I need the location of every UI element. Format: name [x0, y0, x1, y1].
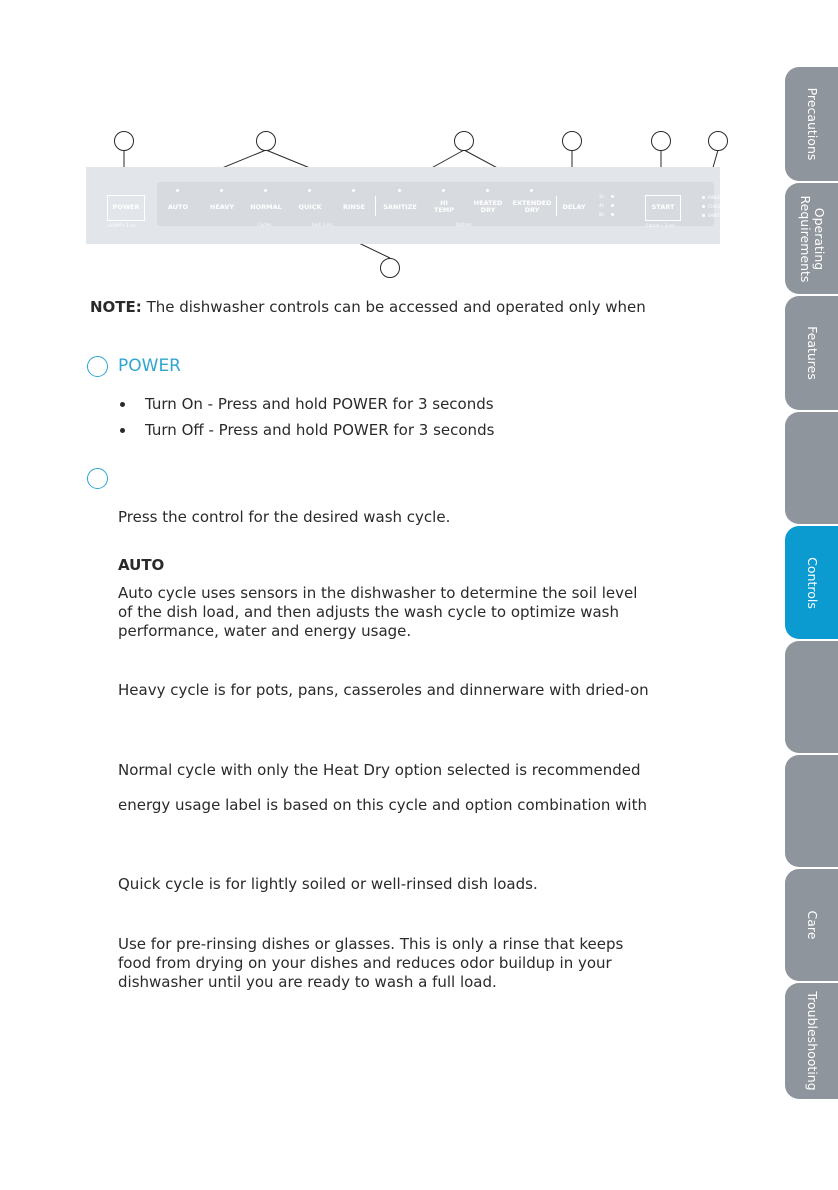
tab-operating-requirements[interactable] [785, 183, 838, 294]
note-line [90, 297, 646, 317]
note-label: NOTE: [90, 298, 142, 316]
auto-heading: AUTO [118, 556, 165, 574]
heavy-text: Heavy cycle is for pots, pans, casseroles and dinnerware with dried-on [118, 681, 649, 699]
tab-controls-label: Controls [804, 556, 820, 609]
rinse-dot [352, 189, 355, 192]
rinse-aid-dot [702, 196, 705, 199]
panel-start-sub: Cancel • 3 sec [646, 223, 676, 228]
panel-rinse: RINSE [343, 203, 365, 211]
panel-heavy: HEAVY [209, 203, 235, 211]
power-section-circle [87, 356, 108, 377]
panel-normal: NORMAL [250, 203, 282, 211]
delay-8h: 8h [599, 212, 605, 217]
callout-start [651, 131, 671, 151]
cycles-section-circle [87, 468, 108, 489]
quick-text: Quick cycle is for lightly soiled or well-rinsed dish loads. [118, 875, 538, 893]
tab-troubleshooting[interactable] [785, 983, 838, 1099]
normal-line-1: Normal cycle with only the Heat Dry option selected is recommended [118, 761, 641, 779]
child-lock-indicator: CHILD LOCK [708, 204, 733, 209]
rinse-line-1: Use for pre-rinsing dishes or glasses. This is only a rinse that keeps [118, 935, 624, 953]
panel-power-sub: On/Off • 3 sec [108, 223, 137, 228]
tab-blank-1[interactable] [785, 412, 838, 524]
power-heading: POWER [118, 356, 181, 376]
delay-4h-dot [611, 204, 614, 207]
note-text: The dishwasher controls can be accessed and operated only when [146, 298, 646, 316]
hitemp-dot [442, 189, 445, 192]
tab-operating-requirements-label: Operating Requirements [797, 195, 827, 282]
panel-heated-dry: HEATED DRY [473, 199, 503, 214]
callout-power [114, 131, 134, 151]
auto-line-3: performance, water and energy usage. [118, 622, 412, 640]
tab-troubleshooting-label: Troubleshooting [804, 991, 820, 1091]
sanitize-dot [398, 189, 401, 192]
callout-indicators [708, 131, 728, 151]
sanitized-indicator: SANITIZED [708, 213, 730, 218]
callout-cycles [256, 131, 276, 151]
heavy-dot [220, 189, 223, 192]
child-lock-dot [702, 205, 705, 208]
callout-delay [562, 131, 582, 151]
panel-options-label: Options [456, 222, 472, 227]
rinse-line-3: dishwasher until you are ready to wash a full load. [118, 973, 497, 991]
tab-features-label: Features [804, 326, 820, 380]
panel-cycles-label: Cycles [258, 222, 272, 227]
tab-controls[interactable] [785, 526, 838, 639]
normal-line-2: energy usage label is based on this cycle and option combination with [118, 796, 647, 814]
quick-dot [308, 189, 311, 192]
auto-line-2: of the dish load, and then adjusts the wash cycle to optimize wash [118, 603, 620, 621]
tab-care[interactable] [785, 869, 838, 981]
tab-precautions-label: Precautions [804, 87, 820, 161]
panel-quick: QUICK [298, 203, 322, 211]
power-bullet-1: Turn On - Press and hold POWER for 3 seconds [145, 395, 494, 413]
bullet-icon [120, 428, 125, 433]
panel-extended-dry: EXTENDED DRY [512, 199, 552, 214]
panel-auto: AUTO [167, 203, 189, 211]
delay-4h: 4h [599, 203, 605, 208]
sanitized-dot [702, 214, 705, 217]
panel-lock-label: Lock 3 sec [312, 222, 333, 227]
panel-delay: DELAY [562, 203, 586, 211]
delay-2h-dot [611, 195, 614, 198]
delay-8h-dot [611, 213, 614, 216]
panel-separator [375, 196, 376, 216]
auto-dot [176, 189, 179, 192]
delay-2h: 2h [599, 194, 605, 199]
cycles-intro: Press the control for the desired wash cycle. [118, 508, 451, 526]
callout-options [454, 131, 474, 151]
tab-features[interactable] [785, 296, 838, 410]
bullet-icon [120, 402, 125, 407]
rinse-line-2: food from drying on your dishes and reduces odor buildup in your [118, 954, 612, 972]
auto-line-1: Auto cycle uses sensors in the dishwasher to determine the soil level [118, 584, 638, 602]
tab-blank-2[interactable] [785, 641, 838, 753]
normal-dot [264, 189, 267, 192]
callout-lock [380, 258, 400, 278]
panel-sanitize: SANITIZE [383, 203, 417, 211]
panel-start: START [651, 203, 675, 211]
tab-care-label: Care [804, 910, 820, 940]
tab-precautions[interactable] [785, 67, 838, 181]
panel-hi-temp: HI TEMP [433, 199, 455, 214]
power-bullet-2: Turn Off - Press and hold POWER for 3 seconds [145, 421, 495, 439]
panel-power-button: POWER [112, 203, 140, 211]
extendeddry-dot [530, 189, 533, 192]
heateddry-dot [486, 189, 489, 192]
rinse-aid-indicator: RINSE AID [708, 195, 729, 200]
tab-blank-3[interactable] [785, 755, 838, 867]
